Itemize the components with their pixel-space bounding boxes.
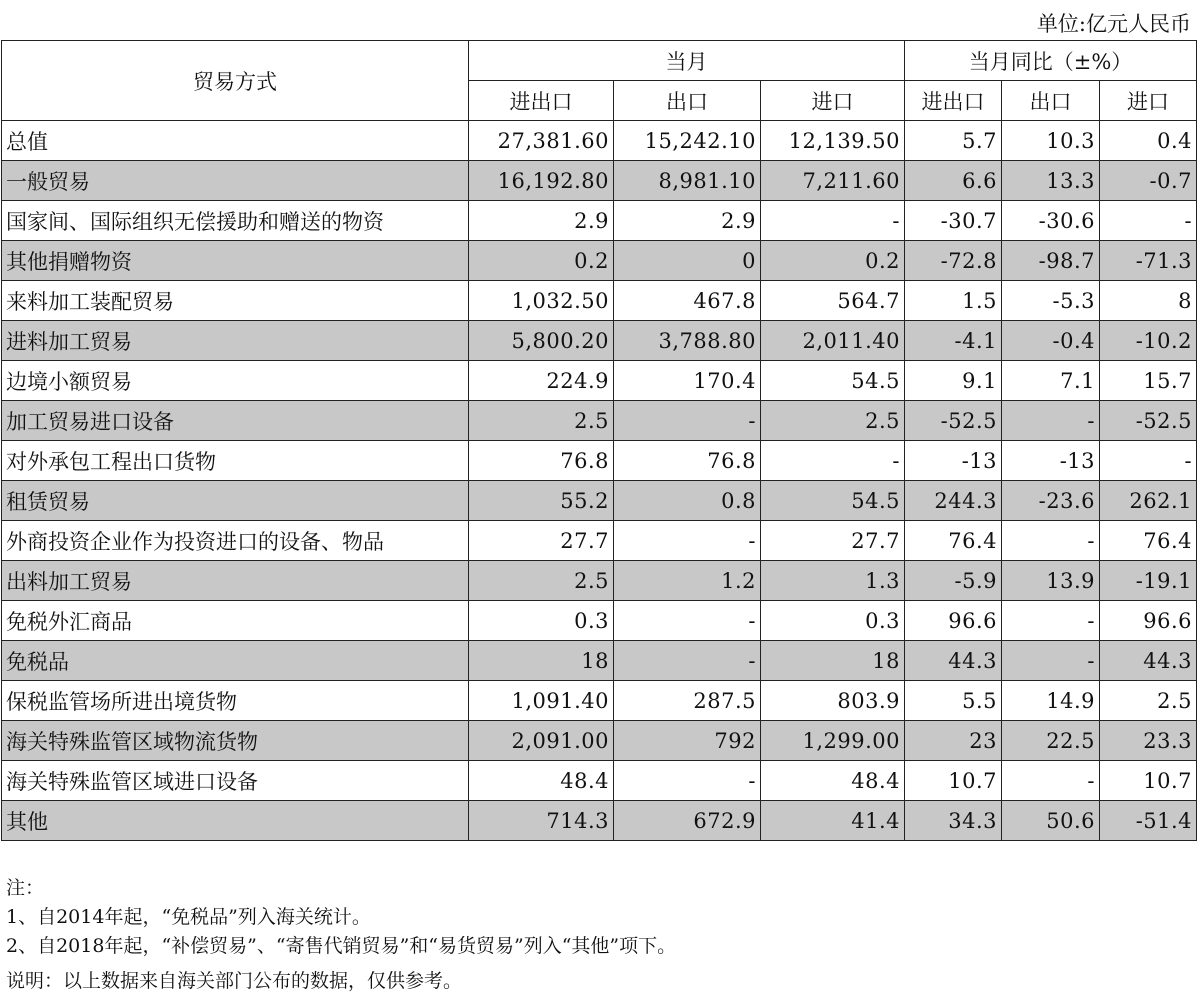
value-cell: 15,242.10 <box>614 121 761 161</box>
value-cell: -5.3 <box>1002 281 1100 321</box>
table-row <box>2 281 1197 321</box>
value-cell: -52.5 <box>1100 401 1197 441</box>
value-cell: 1,091.40 <box>469 681 614 721</box>
value-cell: 18 <box>469 641 614 681</box>
header-month-export: 出口 <box>614 81 761 121</box>
value-cell: 9.1 <box>905 361 1002 401</box>
value-cell: 12,139.50 <box>761 121 905 161</box>
value-cell: 76.4 <box>905 521 1002 561</box>
table-row <box>2 681 1197 721</box>
trade-mode-cell: 保税监管场所进出境货物 <box>2 681 469 721</box>
value-cell: 2,011.40 <box>761 321 905 361</box>
table-row <box>2 401 1197 441</box>
trade-mode-cell: 进料加工贸易 <box>2 321 469 361</box>
value-cell: 54.5 <box>761 361 905 401</box>
value-cell: 672.9 <box>614 801 761 841</box>
value-cell: 2.9 <box>614 201 761 241</box>
table-row <box>2 481 1197 521</box>
table-row <box>2 561 1197 601</box>
value-cell: 44.3 <box>905 641 1002 681</box>
value-cell: 5.7 <box>905 121 1002 161</box>
table-row <box>2 761 1197 801</box>
value-cell: 5.5 <box>905 681 1002 721</box>
value-cell: -23.6 <box>1002 481 1100 521</box>
value-cell: - <box>761 441 905 481</box>
value-cell: -71.3 <box>1100 241 1197 281</box>
header-yoy-import: 进口 <box>1100 81 1197 121</box>
value-cell: - <box>614 601 761 641</box>
value-cell: -51.4 <box>1100 801 1197 841</box>
header-trade-mode: 贸易方式 <box>2 41 469 121</box>
value-cell: 8,981.10 <box>614 161 761 201</box>
header-yoy: 当月同比（±%） <box>905 41 1197 81</box>
trade-mode-cell: 租赁贸易 <box>2 481 469 521</box>
header-yoy-total: 进出口 <box>905 81 1002 121</box>
value-cell: 10.7 <box>905 761 1002 801</box>
value-cell: 467.8 <box>614 281 761 321</box>
table-row <box>2 161 1197 201</box>
table-row <box>2 601 1197 641</box>
value-cell: -5.9 <box>905 561 1002 601</box>
value-cell: 34.3 <box>905 801 1002 841</box>
header-yoy-export: 出口 <box>1002 81 1100 121</box>
value-cell: 10.3 <box>1002 121 1100 161</box>
value-cell: 2.5 <box>761 401 905 441</box>
value-cell: 1.5 <box>905 281 1002 321</box>
value-cell: 15.7 <box>1100 361 1197 401</box>
value-cell: 0.3 <box>761 601 905 641</box>
value-cell: 8 <box>1100 281 1197 321</box>
value-cell: 2.5 <box>469 561 614 601</box>
table-row <box>2 321 1197 361</box>
value-cell: 0.8 <box>614 481 761 521</box>
value-cell: - <box>1002 601 1100 641</box>
trade-mode-cell: 其他捐赠物资 <box>2 241 469 281</box>
trade-mode-cell: 出料加工贸易 <box>2 561 469 601</box>
value-cell: 2.5 <box>1100 681 1197 721</box>
value-cell: 18 <box>761 641 905 681</box>
value-cell: 0.2 <box>761 241 905 281</box>
value-cell: 22.5 <box>1002 721 1100 761</box>
value-cell: 5,800.20 <box>469 321 614 361</box>
value-cell: 1,299.00 <box>761 721 905 761</box>
value-cell: 48.4 <box>761 761 905 801</box>
value-cell: -10.2 <box>1100 321 1197 361</box>
value-cell: -0.4 <box>1002 321 1100 361</box>
value-cell: - <box>614 761 761 801</box>
value-cell: 714.3 <box>469 801 614 841</box>
value-cell: - <box>1100 441 1197 481</box>
value-cell: 6.6 <box>905 161 1002 201</box>
value-cell: 0 <box>614 241 761 281</box>
value-cell: 96.6 <box>905 601 1002 641</box>
value-cell: -13 <box>905 441 1002 481</box>
value-cell: 27.7 <box>761 521 905 561</box>
value-cell: 16,192.80 <box>469 161 614 201</box>
value-cell: 0.3 <box>469 601 614 641</box>
value-cell: - <box>1100 201 1197 241</box>
table-header <box>2 41 1197 121</box>
table-row <box>2 121 1197 161</box>
value-cell: 13.9 <box>1002 561 1100 601</box>
value-cell: 7.1 <box>1002 361 1100 401</box>
trade-mode-cell: 海关特殊监管区域物流货物 <box>2 721 469 761</box>
value-cell: -19.1 <box>1100 561 1197 601</box>
trade-mode-cell: 一般贸易 <box>2 161 469 201</box>
value-cell: - <box>761 201 905 241</box>
value-cell: 2.5 <box>469 401 614 441</box>
value-cell: - <box>1002 761 1100 801</box>
value-cell: -72.8 <box>905 241 1002 281</box>
header-current-month: 当月 <box>469 41 905 81</box>
table-row <box>2 441 1197 481</box>
value-cell: -98.7 <box>1002 241 1100 281</box>
value-cell: 96.6 <box>1100 601 1197 641</box>
trade-mode-cell: 其他 <box>2 801 469 841</box>
note-item-1: 1、自2014年起，“免税品”列入海关统计。 <box>6 906 371 928</box>
value-cell: 13.3 <box>1002 161 1100 201</box>
table-row <box>2 641 1197 681</box>
header-month-import: 进口 <box>761 81 905 121</box>
unit-label: 单位:亿元人民币 <box>1036 12 1191 36</box>
value-cell: -30.7 <box>905 201 1002 241</box>
value-cell: 1,032.50 <box>469 281 614 321</box>
value-cell: 564.7 <box>761 281 905 321</box>
value-cell: -0.7 <box>1100 161 1197 201</box>
trade-mode-cell: 对外承包工程出口货物 <box>2 441 469 481</box>
trade-mode-cell: 免税品 <box>2 641 469 681</box>
value-cell: 262.1 <box>1100 481 1197 521</box>
value-cell: 41.4 <box>761 801 905 841</box>
table-row <box>2 521 1197 561</box>
value-cell: 244.3 <box>905 481 1002 521</box>
trade-mode-cell: 来料加工装配贸易 <box>2 281 469 321</box>
table-row <box>2 361 1197 401</box>
value-cell: 76.8 <box>469 441 614 481</box>
value-cell: - <box>1002 641 1100 681</box>
value-cell: 3,788.80 <box>614 321 761 361</box>
notes <box>6 874 676 996</box>
trade-table <box>1 40 1197 841</box>
value-cell: -13 <box>1002 441 1100 481</box>
value-cell: -4.1 <box>905 321 1002 361</box>
value-cell: 10.7 <box>1100 761 1197 801</box>
value-cell: 14.9 <box>1002 681 1100 721</box>
trade-mode-cell: 外商投资企业作为投资进口的设备、物品 <box>2 521 469 561</box>
value-cell: -30.6 <box>1002 201 1100 241</box>
value-cell: 76.8 <box>614 441 761 481</box>
value-cell: 23 <box>905 721 1002 761</box>
value-cell: 7,211.60 <box>761 161 905 201</box>
value-cell: 27.7 <box>469 521 614 561</box>
value-cell: - <box>1002 521 1100 561</box>
value-cell: 48.4 <box>469 761 614 801</box>
notes-description: 说明：以上数据来自海关部门公布的数据，仅供参考。 <box>6 970 463 992</box>
trade-mode-cell: 加工贸易进口设备 <box>2 401 469 441</box>
value-cell: - <box>614 521 761 561</box>
value-cell: 224.9 <box>469 361 614 401</box>
trade-mode-cell: 总值 <box>2 121 469 161</box>
value-cell: 2,091.00 <box>469 721 614 761</box>
value-cell: - <box>614 641 761 681</box>
trade-mode-cell: 免税外汇商品 <box>2 601 469 641</box>
header-month-total: 进出口 <box>469 81 614 121</box>
value-cell: 0.2 <box>469 241 614 281</box>
trade-mode-cell: 边境小额贸易 <box>2 361 469 401</box>
value-cell: 44.3 <box>1100 641 1197 681</box>
table-row <box>2 241 1197 281</box>
value-cell: 27,381.60 <box>469 121 614 161</box>
value-cell: - <box>1002 401 1100 441</box>
value-cell: 76.4 <box>1100 521 1197 561</box>
value-cell: 2.9 <box>469 201 614 241</box>
table-row <box>2 721 1197 761</box>
trade-mode-cell: 国家间、国际组织无偿援助和赠送的物资 <box>2 201 469 241</box>
table-row <box>2 801 1197 841</box>
note-item-2: 2、自2018年起，“补偿贸易”、“寄售代销贸易”和“易货贸易”列入“其他”项下。 <box>6 935 677 957</box>
value-cell: - <box>614 401 761 441</box>
value-cell: 50.6 <box>1002 801 1100 841</box>
value-cell: 287.5 <box>614 681 761 721</box>
value-cell: 54.5 <box>761 481 905 521</box>
value-cell: 803.9 <box>761 681 905 721</box>
table-body <box>2 121 1197 841</box>
value-cell: 0.4 <box>1100 121 1197 161</box>
value-cell: 792 <box>614 721 761 761</box>
value-cell: 1.2 <box>614 561 761 601</box>
value-cell: 1.3 <box>761 561 905 601</box>
value-cell: 55.2 <box>469 481 614 521</box>
value-cell: 23.3 <box>1100 721 1197 761</box>
value-cell: 170.4 <box>614 361 761 401</box>
trade-mode-cell: 海关特殊监管区域进口设备 <box>2 761 469 801</box>
notes-title: 注： <box>6 877 45 899</box>
value-cell: -52.5 <box>905 401 1002 441</box>
table-row <box>2 201 1197 241</box>
